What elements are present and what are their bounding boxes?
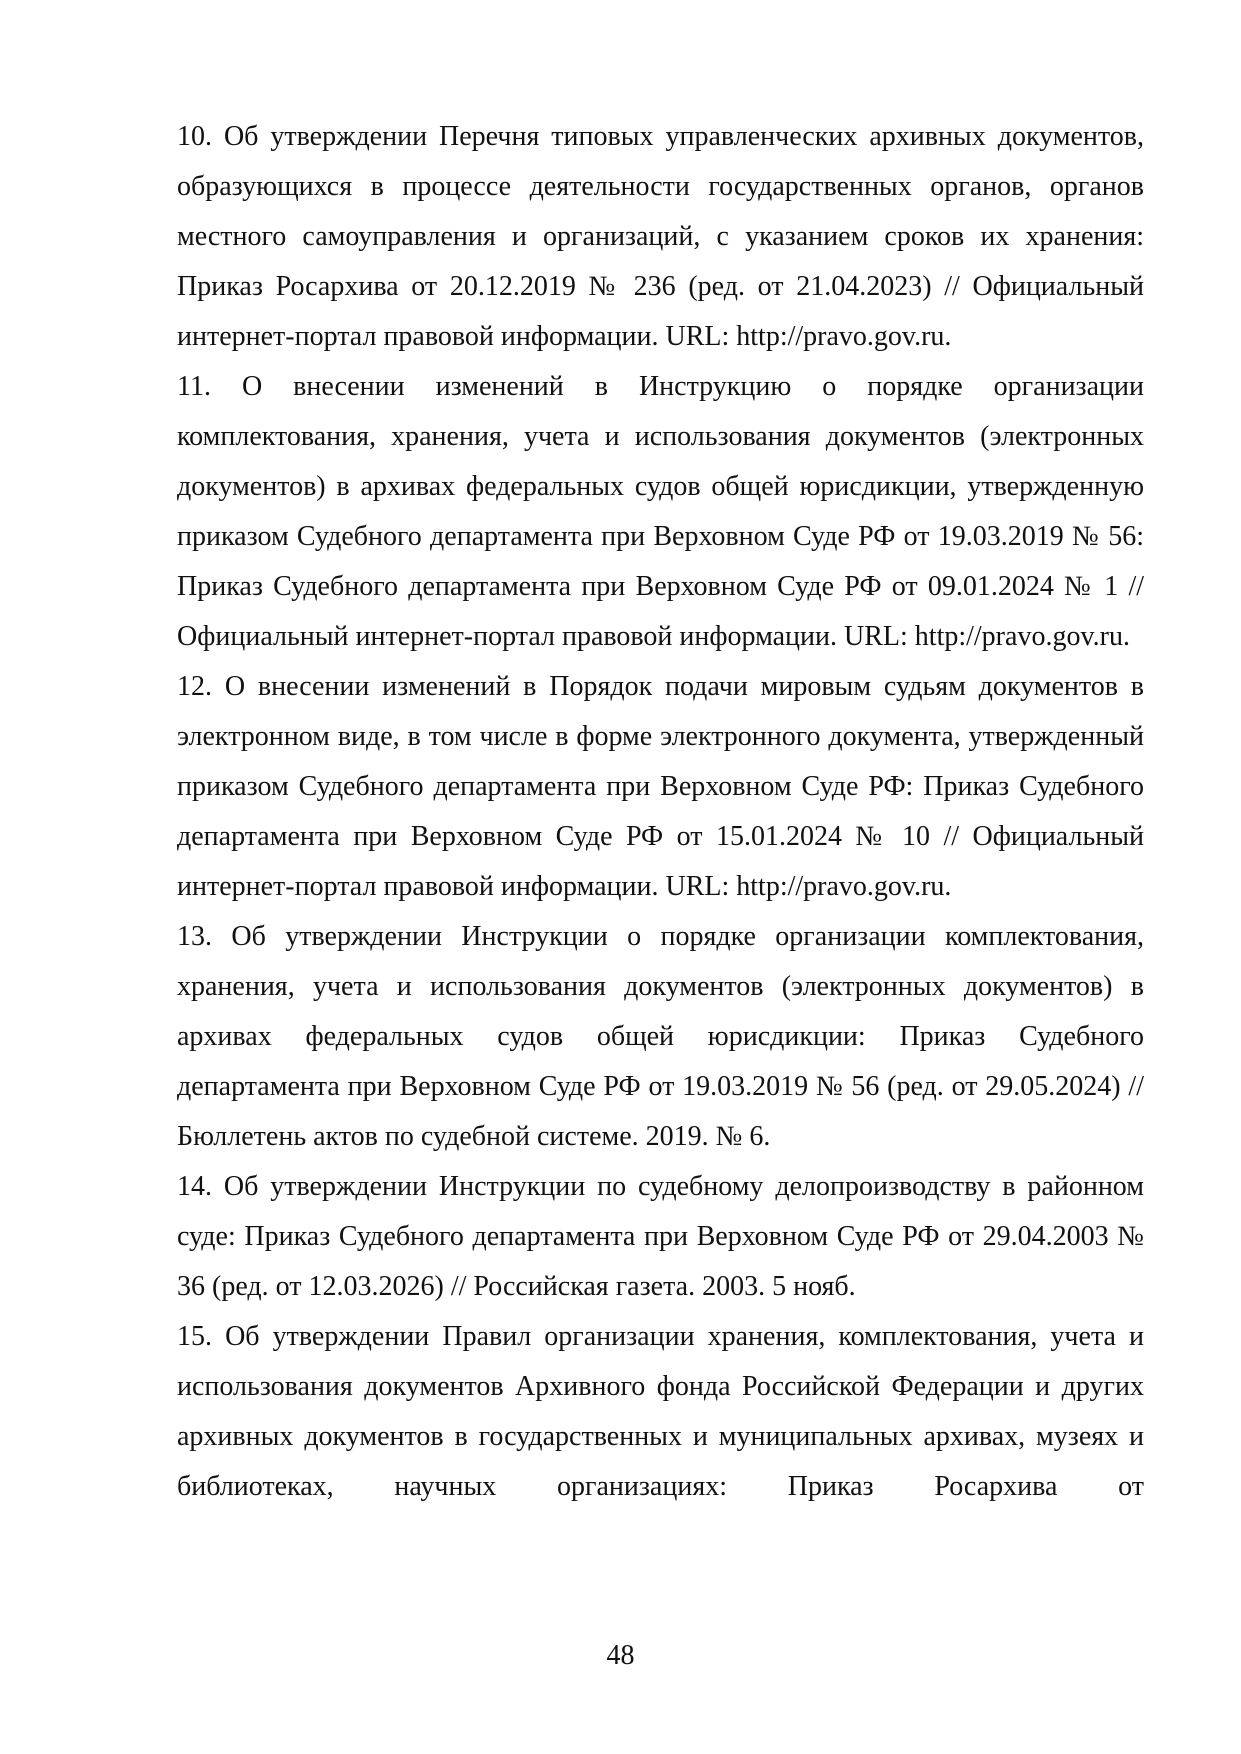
bibliography-entry-12: 12. О внесении изменений в Порядок подачи мировым судьям документов в электронном виде, в том числе в форме электронного документа, утвержденный приказом Судебного департамента при Верховном Суде РФ: Приказ Судебного департамента при Верховном Суде РФ от 15.01.2024 № 10 // Официальный интернет-портал правовой информации. URL: http://pravo.gov.ru. [177, 671, 1144, 902]
bibliography-entry-15: 15. Об утверждении Правил организации хранения, комплектования, учета и использования документов Архивного фонда Российской Федерации и других архивных документов в государственных и муниципальных архивах, музеях и библиотеках, научных организациях: Приказ Росархива от [177, 1321, 1144, 1502]
bibliography-entry-11: 11. О внесении изменений в Инструкцию о порядке организации комплектования, хранения, учета и использования документов (электронных документов) в архивах федеральных судов общей юрисдикции, утвержденную приказом Судебного департамента при Верховном Суде РФ от 19.03.2019 № 56: Приказ Судебного департамента при Верховном Суде РФ от 09.01.2024 № 1 // Официальный интернет-портал правовой информации. URL: http://pravo.gov.ru. [177, 371, 1144, 652]
bibliography-entry-14: 14. Об утверждении Инструкции по судебному делопроизводству в районном суде: Приказ Судебного департамента при Верховном Суде РФ от 29.04.2003 № 36 (ред. от 12.03.2026) // Российская газета. 2003. 5 нояб. [177, 1171, 1144, 1302]
bibliography-entry-13: 13. Об утверждении Инструкции о порядке организации комплектования, хранения, учета и использования документов (электронных документов) в архивах федеральных судов общей юрисдикции: Приказ Судебного департамента при Верховном Суде РФ от 19.03.2019 № 56 (ред. от 29.05.2024) // Бюллетень актов по судебной системе. 2019. № 6. [177, 921, 1144, 1152]
bibliography-entry-10: 10. Об утверждении Перечня типовых управленческих архивных документов, образующихся в процессе деятельности государственных органов, органов местного самоуправления и организаций, с указанием сроков их хранения: Приказ Росархива от 20.12.2019 № 236 (ред. от 21.04.2023) // Официальный интернет-портал правовой информации. URL: http://pravo.gov.ru. [177, 121, 1144, 352]
bibliography-list [177, 112, 1144, 1512]
page-number: 48 [606, 1640, 635, 1671]
